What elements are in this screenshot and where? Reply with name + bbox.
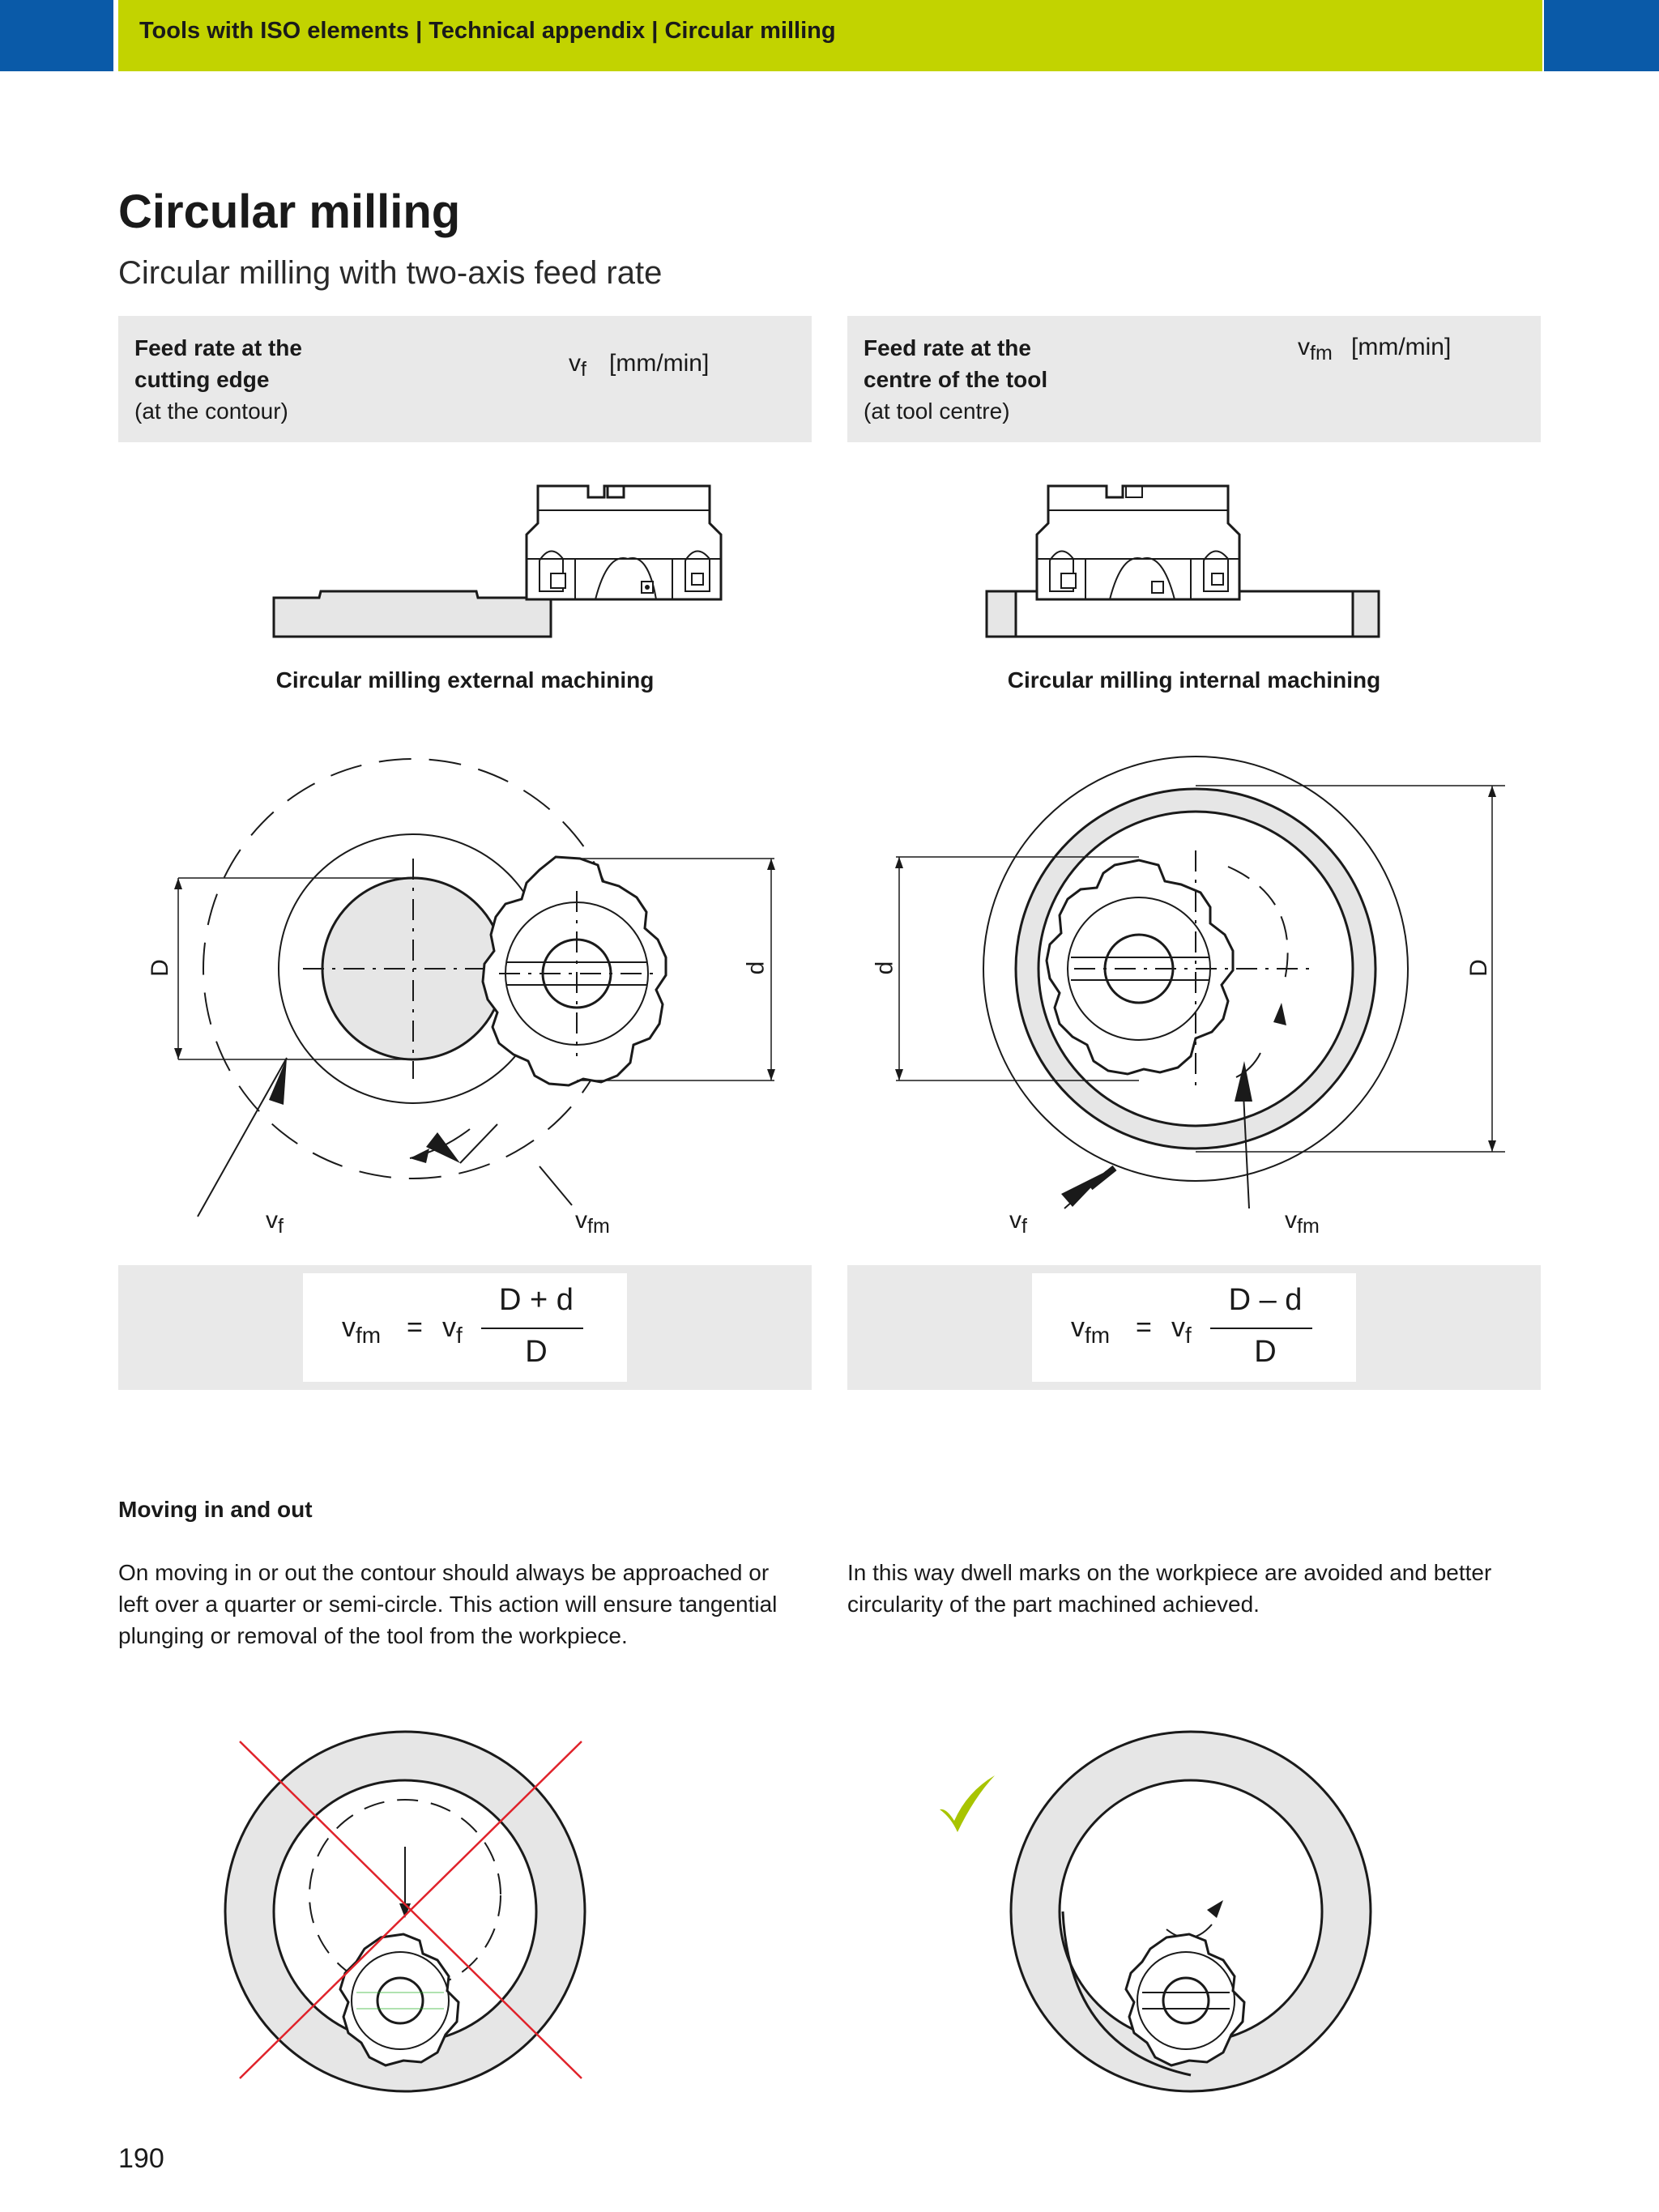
definition-right-line2: centre of the tool <box>864 367 1048 392</box>
diagram-correct-approach <box>1004 1725 1377 2098</box>
label-vf-internal: $v_f$ <box>1009 1207 1027 1238</box>
label-D-internal: D <box>1465 959 1492 977</box>
label-vf-external: $v_f$ <box>266 1207 284 1238</box>
label-d-internal: d <box>871 961 898 975</box>
definition-left-line1: Feed rate at the <box>134 335 302 360</box>
label-vfm-external: $v_{fm}$ <box>575 1207 610 1238</box>
definition-label-left <box>134 332 302 427</box>
formula-left-numerator: D + d <box>499 1283 574 1317</box>
header-blue-left <box>0 0 113 71</box>
caption-internal: Circular milling internal machining <box>1007 667 1381 693</box>
side-view-external <box>267 478 753 648</box>
definition-label-right <box>864 332 1047 427</box>
red-cross-icon <box>237 1738 585 2082</box>
formula-left-lhs: $v_{fm}$ <box>342 1312 382 1348</box>
label-d-external: d <box>742 961 770 975</box>
formula-right-denominator: D <box>1254 1335 1277 1369</box>
symbol-vf: $v_f$ <box>569 350 586 381</box>
formula-left-eq: = <box>407 1312 423 1343</box>
symbol-vfm: $v_{fm}$ <box>1298 334 1333 364</box>
paragraph-left: On moving in or out the contour should always be approached or left over a quarter or semi-circle. This action will ensure tangential plunging or removal of the tool from the workpiece. <box>118 1560 778 1648</box>
formula-left-denominator: D <box>525 1335 548 1369</box>
formula-left-bar <box>481 1328 583 1329</box>
formula-left-rhs: $v_f$ <box>442 1312 463 1348</box>
label-vfm-internal: $v_{fm}$ <box>1285 1207 1320 1238</box>
definition-left-line2: cutting edge <box>134 367 270 392</box>
formula-right-bar <box>1210 1328 1312 1329</box>
definition-right-line3: (at tool centre) <box>864 399 1010 424</box>
formula-right-rhs: $v_f$ <box>1171 1312 1192 1348</box>
header-blue-right <box>1544 0 1659 71</box>
definition-left-line3: (at the contour) <box>134 399 288 424</box>
diagram-external <box>118 745 812 1247</box>
side-view-internal <box>980 478 1466 648</box>
formula-right-numerator: D – d <box>1228 1283 1303 1317</box>
diagram-internal <box>847 745 1541 1247</box>
label-D-external: D <box>146 959 173 977</box>
formula-right-eq: = <box>1136 1312 1152 1343</box>
page-subtitle: Circular milling with two-axis feed rate <box>118 255 663 291</box>
breadcrumb: Tools with ISO elements | Technical appendix | Circular milling <box>139 18 836 44</box>
page-title: Circular milling <box>118 185 461 238</box>
formula-right-lhs: $v_{fm}$ <box>1071 1312 1111 1348</box>
unit-vf: [mm/min] <box>609 350 710 377</box>
green-check-icon <box>938 1774 996 1834</box>
page-number: 190 <box>118 2143 164 2174</box>
caption-external: Circular milling external machining <box>275 667 655 693</box>
definition-right-line1: Feed rate at the <box>864 335 1031 360</box>
section-heading: Moving in and out <box>118 1497 313 1522</box>
paragraph-right: In this way dwell marks on the workpiece are avoided and better circularity of the part machined achieved. <box>847 1560 1492 1617</box>
unit-vfm: [mm/min] <box>1351 334 1452 360</box>
